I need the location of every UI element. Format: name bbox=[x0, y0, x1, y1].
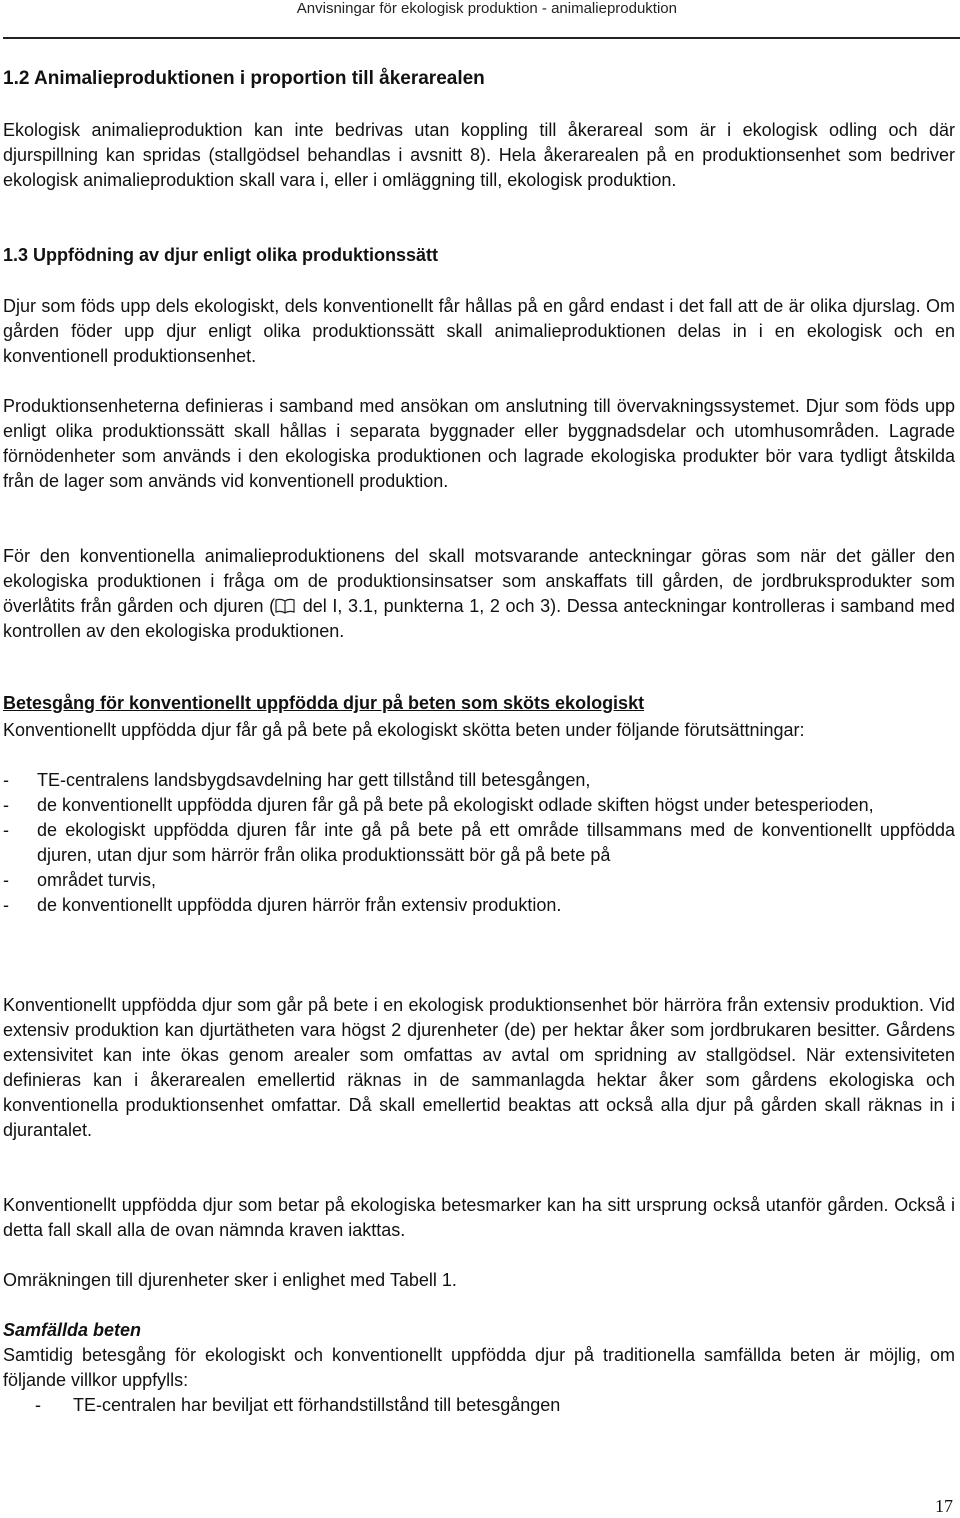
book-icon bbox=[275, 598, 295, 614]
list-item: - de konventionellt uppfödda djuren härrör från extensiv produktion. bbox=[3, 895, 562, 915]
samfallda-heading: Samfällda beten bbox=[3, 1320, 142, 1340]
betesgang-intro: Konventionellt uppfödda djur får gå på bete på ekologiskt skötta beten under följande förutsättningar: bbox=[3, 720, 805, 740]
betesgang-paragraph-4: Omräkningen till djurenheter sker i enlighet med Tabell 1. bbox=[3, 1270, 457, 1290]
list-item: - området turvis, bbox=[3, 870, 157, 890]
betesgang-paragraph-3: Konventionellt uppfödda djur som betar på ekologiska betesmarker kan ha sitt ursprung också utanför gården. Också i detta fall skall alla de ovan nämnda kraven iakttas. bbox=[3, 1195, 955, 1240]
list-item: - TE-centralens landsbygdsavdelning har gett tillstånd till betesgången, bbox=[3, 770, 591, 790]
header-rule bbox=[3, 37, 960, 39]
section-1-3-paragraph-3 bbox=[3, 544, 955, 644]
section-1-2-paragraph: Ekologisk animalieproduktion kan inte bedrivas utan koppling till åkerareal som är i ekologisk odling och där djurspillning kan spridas (stallgödsel behandlas i avsnitt 8). Hela åkerarealen på en produktionsenhet som bedriver ekologisk animalieproduktion skall vara i, eller i omläggning till, ekologisk produktion. bbox=[3, 120, 955, 190]
section-1-2-heading: 1.2 Animalieproduktionen i proportion till åkerarealen bbox=[3, 68, 485, 89]
betesgang-heading: Betesgång för konventionellt uppfödda djur på beten som sköts ekologiskt bbox=[3, 693, 645, 713]
samfallda-conditions-list bbox=[3, 1393, 955, 1418]
page-header bbox=[0, 0, 960, 34]
section-1-3-paragraph-2: Produktionsenheterna definieras i samband med ansökan om anslutning till övervakningssystemet. Djur som föds upp enligt olika produktionssätt skall hållas i separata byggnader eller byggnadsdelar och utomhusområden. Lagrade förnödenheter som används i den ekologiska produktionen och lagrade ekologiska produkter bör vara tydligt åtskilda från de lager som används vid konventionell produktion. bbox=[3, 396, 955, 491]
section-1-3-paragraph-1: Djur som föds upp dels ekologiskt, dels konventionellt får hållas på en gård endast i det fall att de är olika djurslag. Om gården föder upp djur enligt olika produktionssätt skall animalieproduktionen delas in i en ekologisk och en konventionell produktionsenhet. bbox=[3, 296, 955, 366]
betesgang-paragraph-2: Konventionellt uppfödda djur som går på bete i en ekologisk produktionsenhet bör härröra från extensiv produktion. Vid extensiv produktion kan djurtätheten vara högst 2 djurenheter (de) per hektar åker som jordbrukaren besitter. Gårdens extensivitet kan inte ökas genom arealer som omfattas av avtal om spridning av stallgödsel. När extensiviteten definieras kan i åkerarealen emellertid räknas in de sammanlagda hektar åker som gårdens ekologiska och konventionella produktionsenhet omfattar. Då skall emellertid beaktas att också alla djur på gården skall räknas in i djurantalet. bbox=[3, 995, 955, 1140]
section-1-3-heading: 1.3 Uppfödning av djur enligt olika produktionssätt bbox=[3, 245, 439, 265]
paragraph-3-text-after: del I, 3.1, punkterna 1, 2 och 3). Dessa anteckningar kontrolleras i samband med kontrollen av den ekologiska produktionen. bbox=[3, 596, 955, 641]
page-number: 17 bbox=[935, 1496, 953, 1516]
list-item: - de konventionellt uppfödda djuren får gå på bete på ekologiskt odlade skiften högst under betesperioden, bbox=[3, 795, 874, 815]
header-title: Anvisningar för ekologisk produktion - animalieproduktion bbox=[296, 0, 677, 17]
betesgang-conditions-list bbox=[3, 768, 955, 918]
list-item: - TE-centralen har beviljat ett förhandstillstånd till betesgången bbox=[35, 1395, 561, 1415]
paragraph-3-text-before: För den konventionella animalieproduktionens del skall motsvarande anteckningar göras som när det gäller den ekologiska produktionen i fråga om de produktionsinsatser som anskaffats till gården, de jordbruksprodukter som överlåtits från gården och djuren ( bbox=[3, 546, 955, 616]
samfallda-paragraph: Samtidig betesgång för ekologiskt och konventionellt uppfödda djur på traditionella samfällda beten är möjlig, om följande villkor uppfylls: bbox=[3, 1345, 955, 1390]
list-item: - de ekologiskt uppfödda djuren får inte gå på bete på ett område tillsammans med de konventionellt uppfödda djuren, utan djur som härrör från olika produktionssätt bör gå på bete på bbox=[3, 820, 955, 865]
